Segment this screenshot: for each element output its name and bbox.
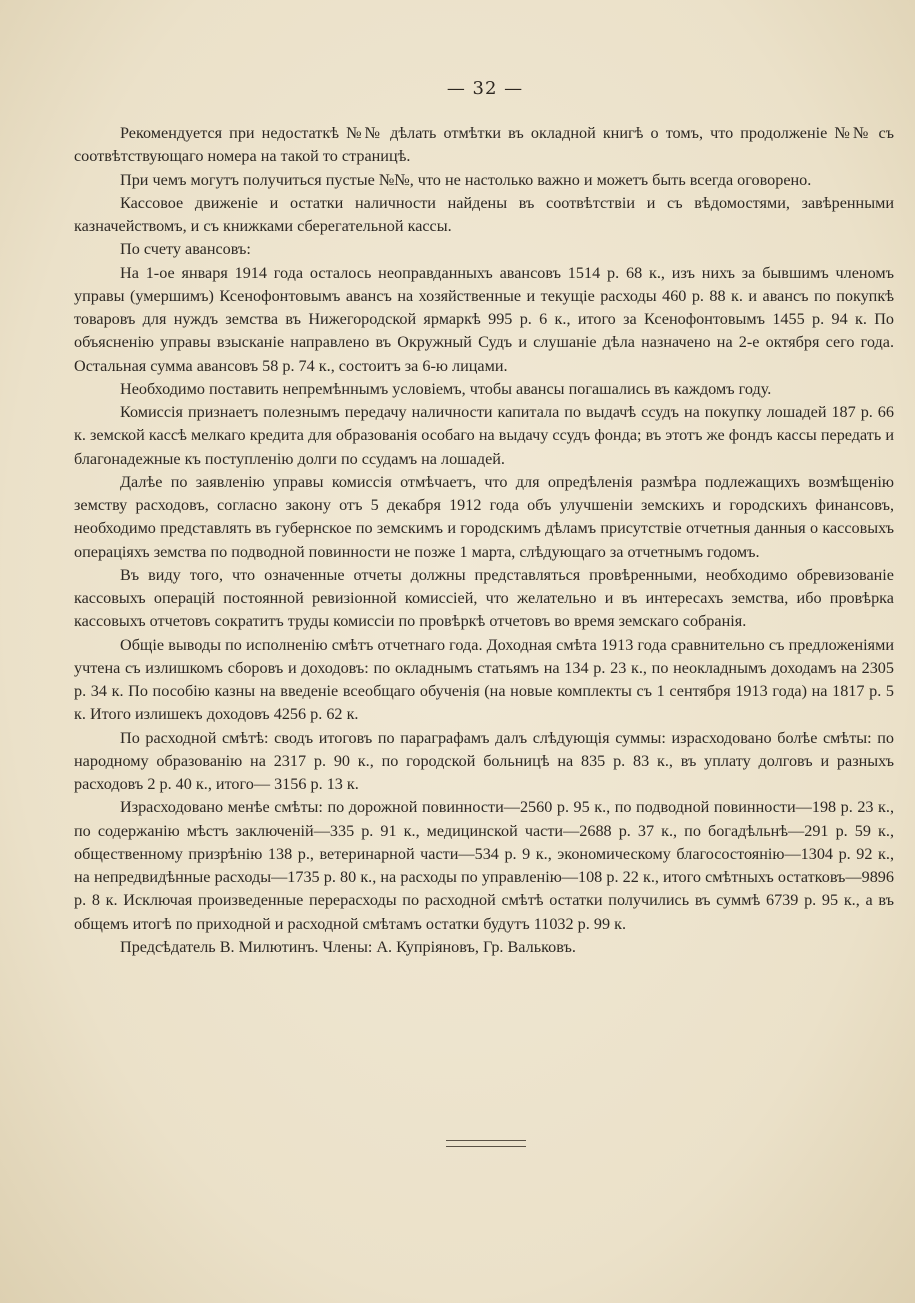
paragraph-12: Израсходовано менѣе смѣты: по дорожной повинности—2560 р. 95 к., по подводной повинности—198 р. 23 к., по содержанію мѣстъ заключеній—335 р. 91 к., медицинской части—2688 р. 37 к., по богадѣльнѣ—291 р. 59 к., общественному призрѣнію 138 р., ветеринарной части—534 р. 9 к., экономическому благосостоянію—1304 р. 92 к., на непредвидѣнные расходы—1735 р. 80 к., на расходы по управленію—108 р. 22 к., итого смѣтныхъ остатковъ—9896 р. 8 к. Исключая произведенные перерасходы по расходной смѣтѣ остатки получились въ суммѣ 6739 р. 95 к., а въ общемъ итогѣ по приходной и расходной смѣтамъ остатки будутъ 11032 р. 99 к.	[74, 798, 894, 933]
paragraph-11: По расходной смѣтѣ: сводъ итоговъ по параграфамъ далъ слѣдующія суммы: израсходовано болѣе смѣты: по народному образованію на 2317 р. 90 к., по городской больницѣ на 835 р. 83 к., въ уплату долговъ и разныхъ расходовъ 2 р. 40 к., итого— 3156 р. 13 к.	[74, 728, 894, 793]
paragraph-10: Общіе выводы по исполненію смѣтъ отчетнаго года. Доходная смѣта 1913 года сравнительно съ предложеніями учтена съ излишкомъ сборовъ и доходовъ: по окладнымъ статьямъ на 134 р. 23 к., по неокладнымъ доходамъ на 2305 р. 34 к. По пособію казны на введеніе всеобщаго обученія (на новые комплекты съ 1 сентября 1913 года) на 1817 р. 5 к. Итого излишекъ доходовъ 4256 р. 62 к.	[74, 635, 894, 724]
paragraph-3: Кассовое движеніе и остатки наличности найдены въ соотвѣтствіи и съ вѣдомостями, завѣренными казначействомъ, и съ книжками сберегательной кассы.	[74, 193, 894, 235]
body-text	[74, 122, 894, 959]
paragraph-5: На 1-ое января 1914 года осталось неоправданныхъ авансовъ 1514 р. 68 к., изъ нихъ за бывшимъ членомъ управы (умершимъ) Ксенофонтовымъ авансъ на хозяйственные и текущіе расходы 460 р. 88 к. и авансъ по покупкѣ товаровъ для нуждъ земства въ Нижегородской ярмаркѣ 995 р. 6 к., итого за Ксенофонтовымъ 1455 р. 94 к. По объясненію управы взысканіе направлено въ Окружный Судъ и слушаніе дѣла назначено на 2-е октября сего года. Остальная сумма авансовъ 58 р. 74 к., состоитъ за 6-ю лицами.	[74, 263, 894, 375]
paragraph-4: По счету авансовъ:	[120, 240, 251, 259]
paragraph-1: Рекомендуется при недостаткѣ №№ дѣлать отмѣтки въ окладной книгѣ о томъ, что продолженіе №№ съ соотвѣтствующаго номера на такой то страницѣ.	[74, 124, 894, 166]
paragraph-2: При чемъ могутъ получиться пустые №№, что не настолько важно и можетъ быть всегда оговорено.	[120, 170, 812, 189]
page-number: — 32 —	[446, 78, 524, 99]
paragraph-8: Далѣе по заявленію управы комиссія отмѣчаетъ, что для опредѣленія размѣра подлежащихъ возмѣщенію земству расходовъ, согласно закону отъ 5 декабря 1912 года объ улучшеніи земскихъ и городскихъ финансовъ, необходимо представлять въ губернское по земскимъ и городскимъ дѣламъ присутствіе отчетныя данныя о кассовыхъ операціяхъ земства по подводной повинности не позже 1 марта, слѣдующаго за отчетнымъ годомъ.	[74, 472, 894, 561]
paragraph-6: Необходимо поставить непремѣннымъ условіемъ, чтобы авансы погашались въ каждомъ году.	[120, 379, 772, 398]
signatures-line: Предсѣдатель В. Милютинъ. Члены: А. Купріяновъ, Гр. Вальковъ.	[120, 937, 576, 956]
paragraph-9: Въ виду того, что означенные отчеты должны представляться провѣренными, необходимо обревизованіе кассовыхъ операцій постоянной ревизіонной комиссіей, что желательно и въ интересахъ земства, ибо провѣрка кассовыхъ отчетовъ сократитъ труды комиссіи по провѣркѣ отчетовъ во время земскаго собранія.	[74, 565, 894, 631]
paragraph-7: Комиссія признаетъ полезнымъ передачу наличности капитала по выдачѣ ссудъ на покупку лошадей 187 р. 66 к. земской кассѣ мелкаго кредита для образованія особаго на выдачу ссудъ фонда; въ этотъ же фондъ кассы передать и благонадежные къ поступленію долги по ссудамъ на лошадей.	[74, 403, 894, 468]
section-divider	[446, 1140, 526, 1147]
